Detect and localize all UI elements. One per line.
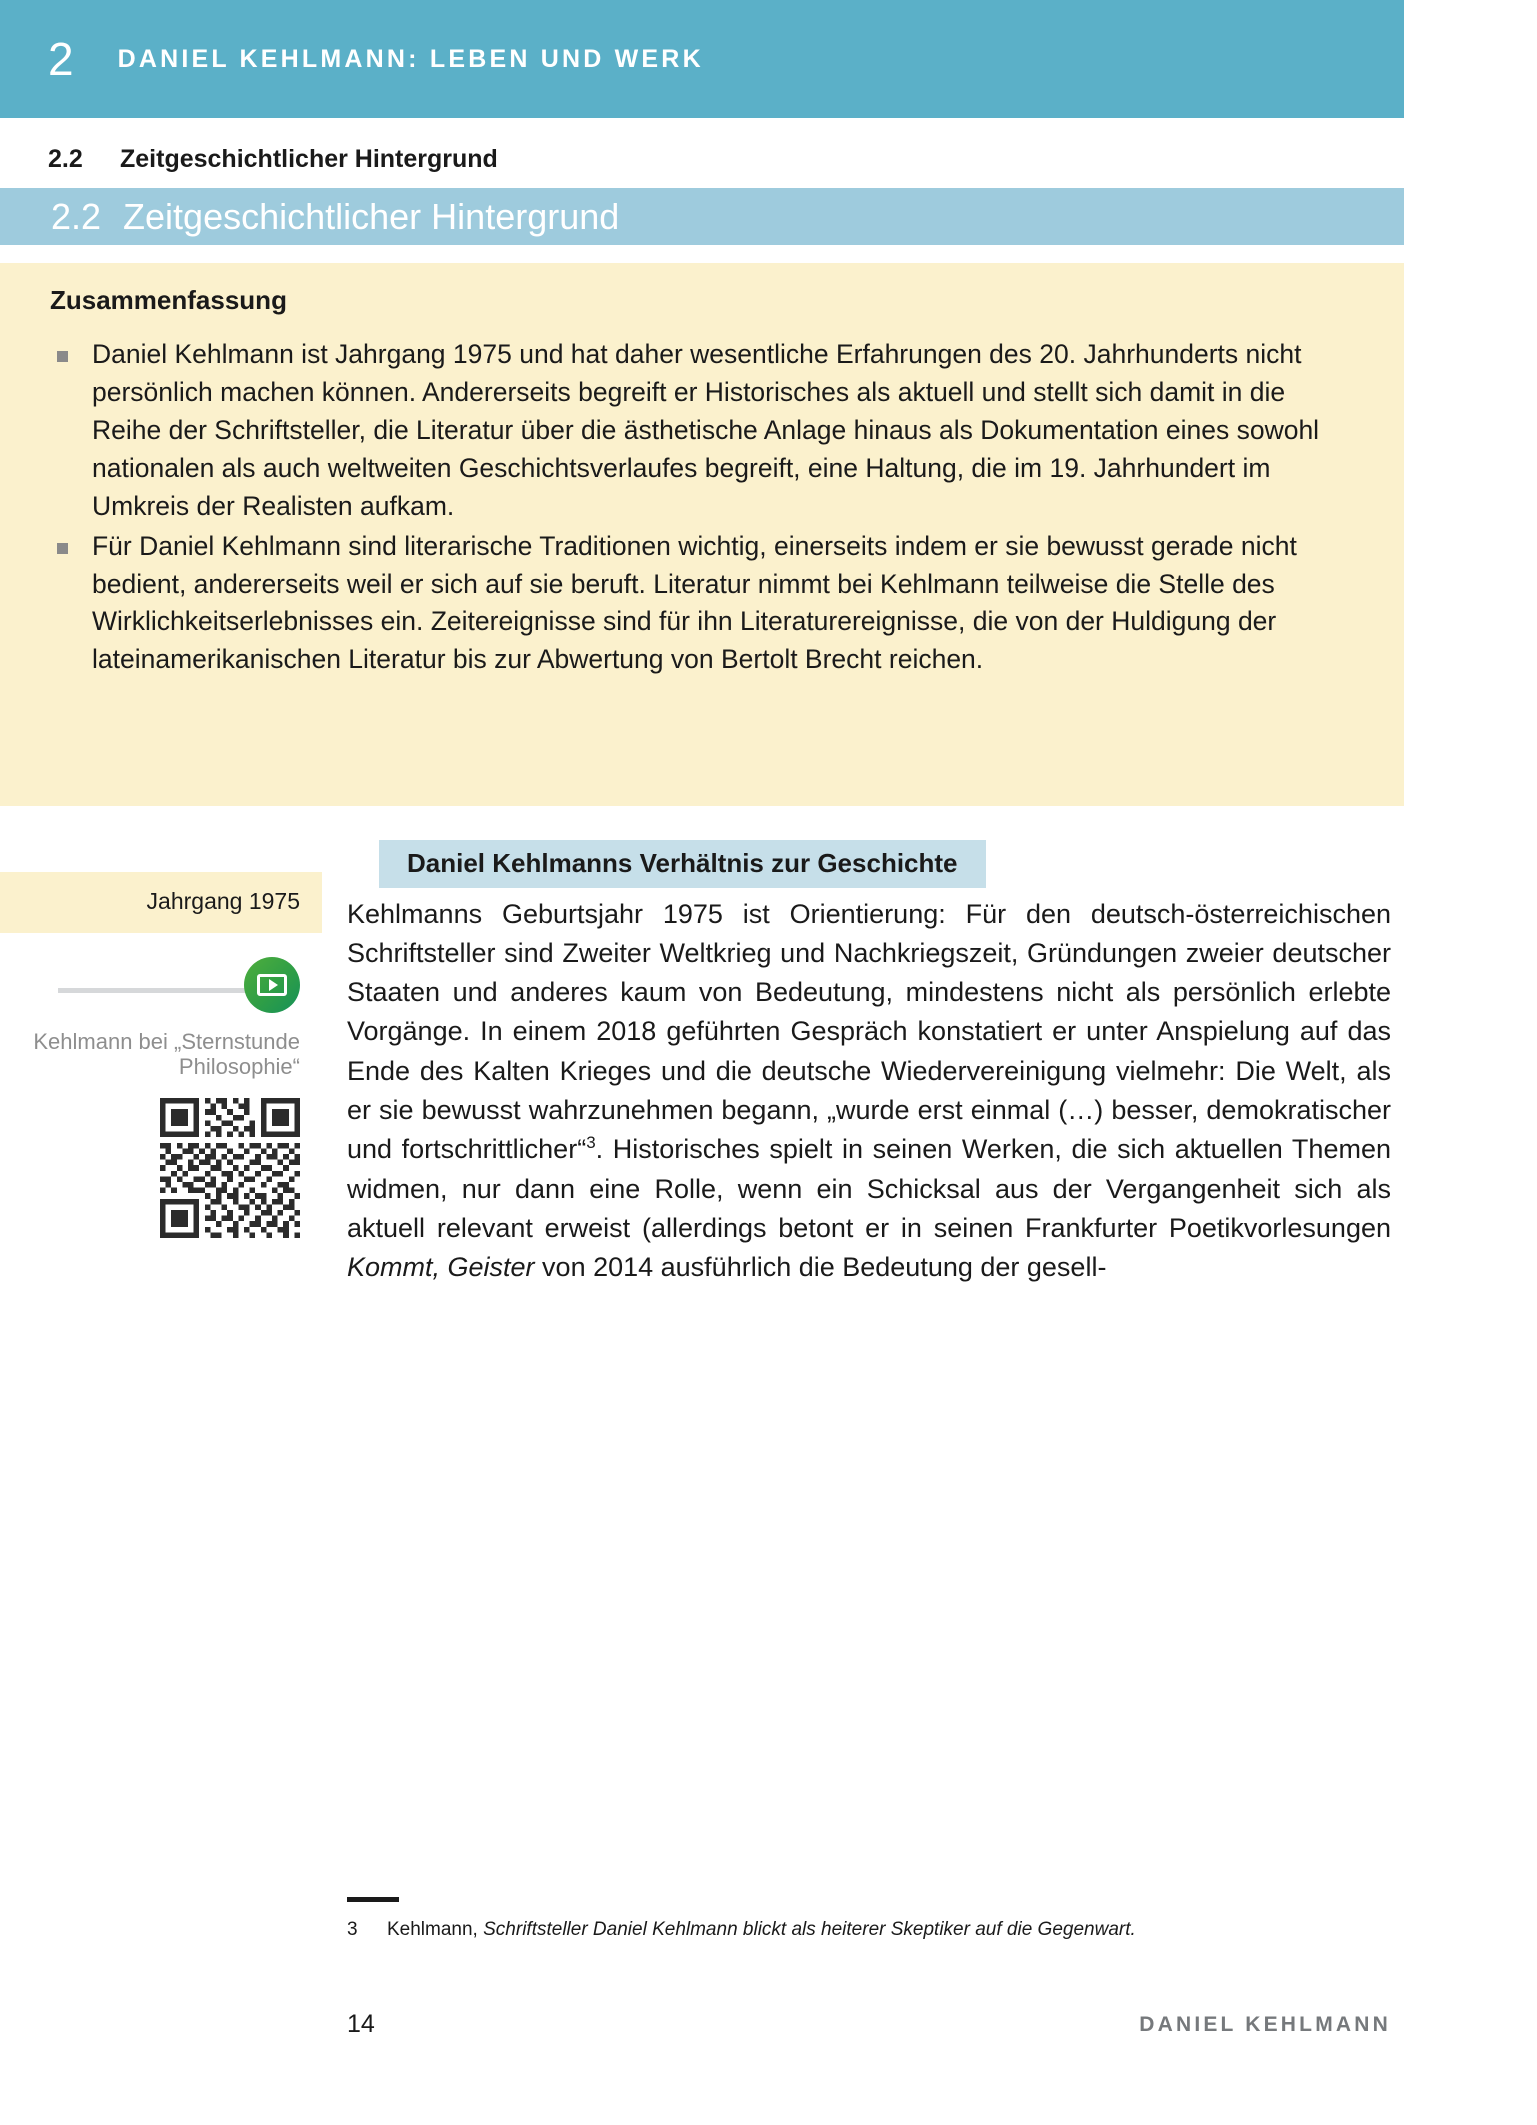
margin-keyword: Jahrgang 1975 xyxy=(0,872,322,933)
summary-bullet-list xyxy=(50,336,1348,679)
summary-title: Zusammenfassung xyxy=(50,285,287,315)
margin-column xyxy=(0,872,322,1238)
body-part-1: Kehlmanns Geburtsjahr 1975 ist Orientierung: Für den deutsch-österreichischen Schriftsteller sind Zweiter Weltkrieg und Nachkriegszeit, Gründungen zweier deutscher Staaten und anderes kaum von Bedeutung, mindestens nicht als persönlich erlebte Vorgänge. In einem 2018 geführten Gespräch konstatiert er unter Anspielung auf das Ende des Kalten Krieges und die deutsche Wiedervereinigung vielmehr: Die Welt, als er sie bewusst wahrzunehmen begann, „wurde erst einmal (…) besser, demokratischer und fortschrittlicher“ xyxy=(347,898,1391,1165)
footnote-separator xyxy=(347,1897,399,1902)
media-caption: Kehlmann bei „Sternstunde Philosophie“ xyxy=(33,1028,300,1080)
chapter-number: 2 xyxy=(48,33,74,85)
subheading-number: 2.2 xyxy=(48,145,83,173)
footer-title: DANIEL KEHLMANN xyxy=(1139,2012,1391,2036)
body-part-3: von 2014 ausführlich die Bedeutung der gesell- xyxy=(534,1252,1107,1283)
footnote-marker[interactable]: 3 xyxy=(586,1133,596,1153)
section-title-bar xyxy=(0,188,1404,245)
footnote-item xyxy=(347,1918,1391,1943)
qr-code-wrapper[interactable] xyxy=(0,1098,322,1238)
section-title: Zeitgeschichtlicher Hintergrund xyxy=(123,195,620,237)
summary-bullet-text: Daniel Kehlmann ist Jahrgang 1975 und hat daher wesentliche Erfahrungen des 20. Jahrhunderts nicht persönlich machen können. Andererseits begreift er Historisches als aktuell und stellt sich damit in die Reihe der Schriftsteller, die Literatur über die ästhetische Anlage hinaus als Dokumentation eines sowohl nationalen als auch weltweiten Geschichtsverlaufes begreift, eine Haltung, die im 19. Jahrhundert im Umkreis der Realisten aufkam. xyxy=(92,339,1320,521)
subheading-line xyxy=(48,145,498,174)
running-head-band xyxy=(0,0,1404,118)
square-bullet-icon xyxy=(57,543,68,554)
chapter-title: DANIEL KEHLMANN: LEBEN UND WERK xyxy=(117,44,704,73)
play-screen-icon xyxy=(257,974,287,996)
footnote-title: Schriftsteller Daniel Kehlmann blickt als heiterer Skeptiker auf die Gegenwart. xyxy=(483,1919,1136,1940)
paragraph-heading: Daniel Kehlmanns Verhältnis zur Geschichte xyxy=(379,840,986,888)
footnote-text xyxy=(387,1918,1136,1943)
summary-box xyxy=(0,263,1404,806)
video-play-icon[interactable] xyxy=(244,957,300,1013)
list-item xyxy=(50,528,1348,680)
subheading-title: Zeitgeschichtlicher Hintergrund xyxy=(120,145,498,173)
work-title: Kommt, Geister xyxy=(347,1252,535,1283)
footnote-number: 3 xyxy=(347,1919,358,1940)
main-text-column xyxy=(347,840,1391,1287)
qr-code-icon[interactable] xyxy=(160,1098,300,1238)
list-item xyxy=(50,336,1348,525)
square-bullet-icon xyxy=(57,351,68,362)
page-number: 14 xyxy=(347,2010,375,2038)
divider-rule xyxy=(58,988,268,993)
footnote-area xyxy=(347,1897,1391,1943)
body-paragraph xyxy=(347,895,1391,1288)
section-number: 2.2 xyxy=(51,195,102,237)
footnote-author: Kehlmann, xyxy=(387,1919,478,1940)
summary-bullet-text: Für Daniel Kehlmann sind literarische Traditionen wichtig, einerseits indem er sie bewusst gerade nicht bedient, andererseits weil er sich auf sie beruft. Literatur nimmt bei Kehlmann teilweise die Stelle des Wirklichkeitserlebnisses ein. Zeitereignisse sind für ihn Literaturereignisse, die von der Huldigung der lateinamerikanischen Literatur bis zur Abwertung von Bertolt Brecht reichen. xyxy=(92,530,1297,675)
media-link-row[interactable] xyxy=(0,955,322,1025)
play-triangle-icon xyxy=(269,979,278,991)
page-footer xyxy=(347,2010,1391,2039)
body-part-2: . Historisches spielt in seinen Werken, die sich aktuellen Themen widmen, nur dann eine Rolle, wenn ein Schicksal aus der Vergangenheit sich als aktuell relevant erweist (allerdings betont er in seinen Frankfurter Poetikvorlesungen xyxy=(347,1134,1391,1243)
